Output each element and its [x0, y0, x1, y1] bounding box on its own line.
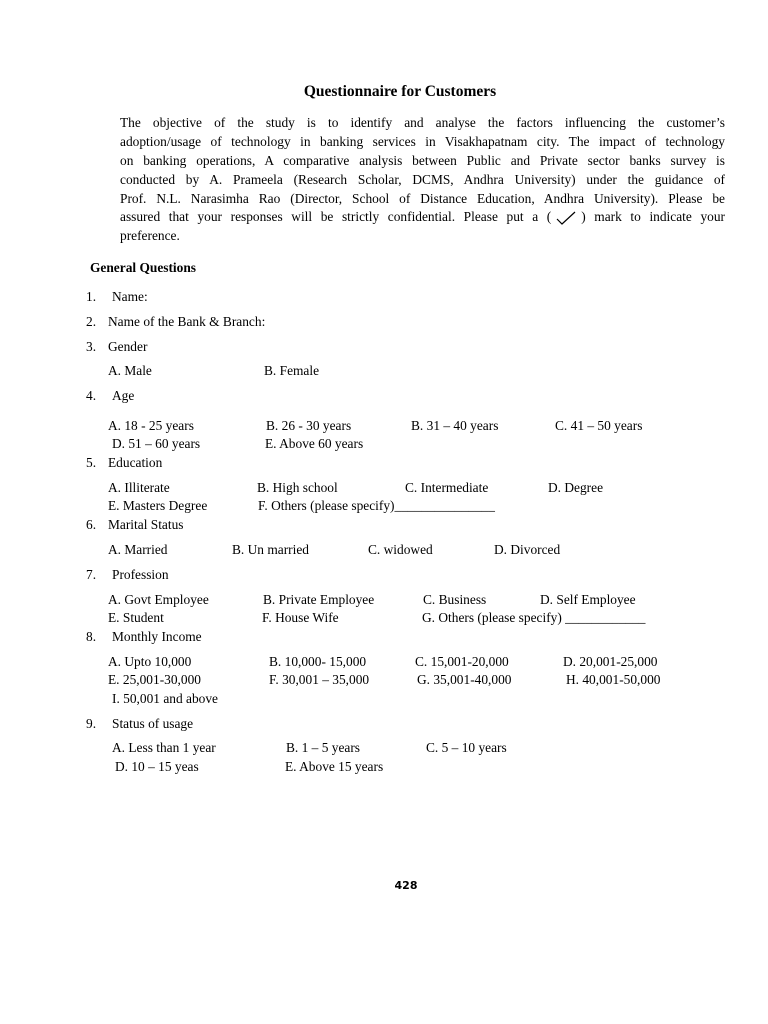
option[interactable]: E. Masters Degree [108, 498, 208, 513]
option[interactable]: B. Private Employee [263, 592, 375, 607]
option[interactable]: E. 25,001-30,000 [108, 672, 201, 687]
question-label: Status of usage [112, 716, 194, 731]
intro-line: preference. [120, 228, 180, 244]
intro-line-part: assured that your responses will be strictly confidential. Please put a ( [120, 209, 552, 225]
option[interactable]: A. Govt Employee [108, 592, 209, 607]
question-number: 6. [86, 517, 97, 532]
intro-line: Prof. N.L. Narasimha Rao (Director, School of Distance Education, Andhra University). Please be [120, 190, 725, 206]
option[interactable]: D. 51 – 60 years [112, 436, 201, 451]
question-label: Education [108, 455, 163, 470]
option[interactable]: C. 15,001-20,000 [415, 654, 509, 669]
option[interactable]: G. Others (please specify) ____________ [422, 610, 646, 625]
option[interactable]: A. Upto 10,000 [108, 654, 192, 669]
question-number: 9. [86, 716, 97, 731]
intro-line-part: ) mark to indicate your [581, 209, 725, 225]
question-label: Marital Status [108, 517, 184, 532]
question-label: Monthly Income [112, 629, 202, 644]
intro-line-with-check [120, 208, 725, 227]
question-label: Age [112, 388, 135, 403]
option[interactable]: F. Others (please specify)_______________ [258, 498, 495, 513]
intro-line: adoption/usage of technology in banking services in Visakhapatnam city. The impact of technology [120, 133, 725, 149]
option[interactable]: A. Illiterate [108, 480, 170, 495]
option[interactable]: F. 30,001 – 35,000 [269, 672, 370, 687]
option[interactable]: H. 40,001-50,000 [566, 672, 661, 687]
option[interactable]: D. 20,001-25,000 [563, 654, 658, 669]
section-heading: General Questions [90, 260, 197, 275]
option[interactable]: C. widowed [368, 542, 433, 557]
option[interactable]: A. 18 - 25 years [108, 418, 194, 433]
option[interactable]: D. Self Employee [540, 592, 636, 607]
intro-line: conducted by A. Prameela (Research Scholar, DCMS, Andhra University) under the guidance of [120, 171, 725, 187]
question-label: Name of the Bank & Branch: [108, 314, 266, 329]
question-label: Name: [112, 289, 148, 304]
option[interactable]: B. High school [257, 480, 338, 495]
option[interactable]: D. Degree [548, 480, 604, 495]
question-number: 1. [86, 289, 97, 304]
option[interactable]: C. 5 – 10 years [426, 740, 507, 755]
page-number: 428 [394, 879, 418, 892]
option[interactable]: E. Above 15 years [285, 759, 384, 774]
question-number: 4. [86, 388, 97, 403]
option[interactable]: B. Female [264, 363, 320, 378]
intro-line: The objective of the study is to identify and analyse the factors influencing the customer’s [120, 115, 725, 130]
option[interactable]: B. 31 – 40 years [411, 418, 499, 433]
option[interactable]: B. 10,000- 15,000 [269, 654, 367, 669]
checkmark-icon [551, 211, 581, 225]
option[interactable]: C. 41 – 50 years [555, 418, 643, 433]
option[interactable]: A. Less than 1 year [112, 740, 216, 755]
intro-line: on banking operations, A comparative analysis between Public and Private sector banks survey is [120, 152, 725, 168]
question-number: 5. [86, 455, 97, 470]
question-number: 7. [86, 567, 97, 582]
question-number: 3. [86, 339, 97, 354]
option[interactable]: E. Student [108, 610, 164, 625]
option[interactable]: I. 50,001 and above [112, 691, 218, 706]
question-number: 2. [86, 314, 97, 329]
option[interactable]: G. 35,001-40,000 [417, 672, 512, 687]
option[interactable]: A. Married [108, 542, 168, 557]
option[interactable]: A. Male [108, 363, 152, 378]
option[interactable]: C. Business [423, 592, 487, 607]
option[interactable]: B. Un married [232, 542, 309, 557]
question-label: Gender [108, 339, 148, 354]
question-number: 8. [86, 629, 97, 644]
option[interactable]: B. 1 – 5 years [286, 740, 361, 755]
option[interactable]: E. Above 60 years [265, 436, 364, 451]
option[interactable]: C. Intermediate [405, 480, 489, 495]
intro-paragraph [120, 114, 725, 246]
option[interactable]: D. Divorced [494, 542, 561, 557]
question-label: Profession [112, 567, 169, 582]
option[interactable]: D. 10 – 15 yeas [115, 759, 199, 774]
page-title: Questionnaire for Customers [303, 83, 497, 100]
option[interactable]: B. 26 - 30 years [266, 418, 352, 433]
option[interactable]: F. House Wife [262, 610, 339, 625]
